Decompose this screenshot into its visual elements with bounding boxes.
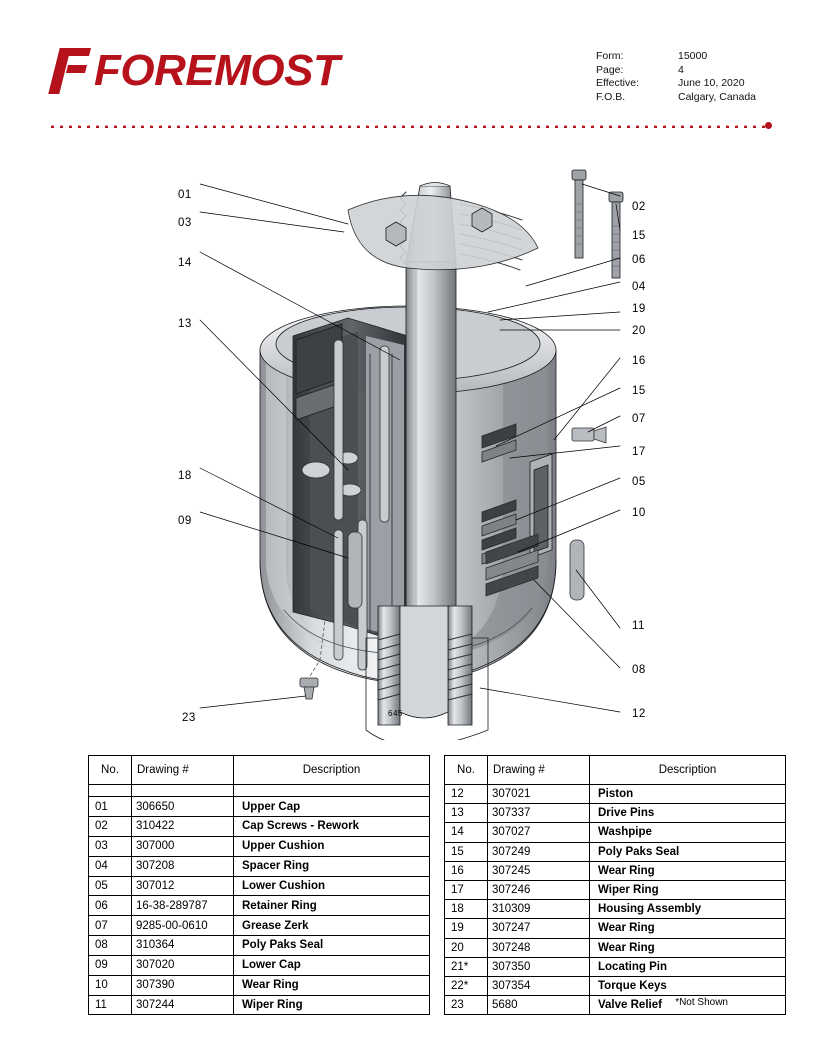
cell-desc: Wear Ring bbox=[234, 975, 430, 995]
table-row bbox=[445, 842, 786, 861]
foremost-logo-mark-icon bbox=[52, 48, 92, 94]
cell-desc: Poly Paks Seal bbox=[590, 842, 786, 861]
table-row bbox=[89, 797, 430, 817]
cell-dwg: 307247 bbox=[488, 919, 590, 938]
parts-table-left bbox=[88, 755, 430, 1015]
table-row bbox=[445, 804, 786, 823]
callout-12: 12 bbox=[632, 708, 646, 720]
cell-dwg: 307208 bbox=[132, 856, 234, 876]
callout-19: 19 bbox=[632, 303, 646, 315]
table-row bbox=[445, 938, 786, 957]
footnote-not-shown: *Not Shown bbox=[675, 997, 728, 1008]
cell-dwg: 307000 bbox=[132, 837, 234, 857]
cell-no: 05 bbox=[89, 876, 132, 896]
callout-05: 05 bbox=[632, 476, 646, 488]
cell-desc: Piston bbox=[590, 785, 786, 804]
table-row bbox=[445, 977, 786, 996]
table-row bbox=[445, 823, 786, 842]
cell-dwg: 307337 bbox=[488, 804, 590, 823]
meta-label-fob: F.O.B. bbox=[596, 90, 626, 103]
header-divider bbox=[48, 122, 770, 128]
table-row bbox=[89, 856, 430, 876]
meta-value-form: 15000 bbox=[678, 50, 708, 62]
meta-row-effective bbox=[596, 77, 756, 91]
document-meta bbox=[596, 50, 756, 104]
cell-no: 07 bbox=[89, 916, 132, 936]
assembly-drawing-svg bbox=[48, 140, 770, 740]
header-no: No. bbox=[89, 756, 132, 785]
cell-no: 12 bbox=[445, 785, 488, 804]
cell-desc: Washpipe bbox=[590, 823, 786, 842]
cell-no: 03 bbox=[89, 837, 132, 857]
table-row bbox=[89, 936, 430, 956]
cell-desc: Wear Ring bbox=[590, 919, 786, 938]
foremost-logo-text: FOREMOST bbox=[94, 46, 340, 95]
cell-dwg: 9285-00-0610 bbox=[132, 916, 234, 936]
table-row bbox=[89, 916, 430, 936]
parts-table-right bbox=[444, 755, 786, 1015]
cell-no: 08 bbox=[89, 936, 132, 956]
cell-no: 13 bbox=[445, 804, 488, 823]
callout-10: 10 bbox=[632, 507, 646, 519]
cell-desc: Wear Ring bbox=[590, 938, 786, 957]
cell-desc: Housing Assembly bbox=[590, 900, 786, 919]
meta-value-page: 4 bbox=[678, 63, 684, 76]
callout-07: 07 bbox=[632, 413, 646, 425]
cell-desc: Wear Ring bbox=[590, 861, 786, 880]
callout-13: 13 bbox=[178, 318, 192, 330]
table-header-row bbox=[445, 756, 786, 785]
cell-dwg: 307020 bbox=[132, 955, 234, 975]
cell-no: 02 bbox=[89, 817, 132, 837]
meta-label-effective: Effective: bbox=[596, 77, 639, 89]
cell-dwg: 307350 bbox=[488, 957, 590, 976]
meta-value-fob: Calgary, Canada bbox=[678, 90, 757, 103]
table-row bbox=[89, 837, 430, 857]
cell-dwg: 307249 bbox=[488, 842, 590, 861]
table-row bbox=[445, 861, 786, 880]
cell-no: 11 bbox=[89, 995, 132, 1015]
cell-desc: Spacer Ring bbox=[234, 856, 430, 876]
cell-no: 23 bbox=[445, 996, 488, 1015]
callout-02: 02 bbox=[632, 201, 646, 213]
callout-11: 11 bbox=[632, 620, 645, 632]
table-row bbox=[89, 975, 430, 995]
callout-01: 01 bbox=[178, 189, 192, 201]
cell-no: 10 bbox=[89, 975, 132, 995]
cell-dwg: 307246 bbox=[488, 881, 590, 900]
header-drawing: Drawing # bbox=[488, 756, 590, 785]
callout-15-mid: 15 bbox=[632, 385, 646, 397]
header-desc: Description bbox=[590, 756, 786, 785]
callout-03: 03 bbox=[178, 217, 192, 229]
cell-no: 18 bbox=[445, 900, 488, 919]
cell-dwg: 307354 bbox=[488, 977, 590, 996]
cell-desc: Poly Paks Seal bbox=[234, 936, 430, 956]
callout-14: 14 bbox=[178, 257, 192, 269]
cell-desc: Drive Pins bbox=[590, 804, 786, 823]
callout-17: 17 bbox=[632, 446, 646, 458]
meta-row-form bbox=[596, 50, 756, 64]
table-row bbox=[89, 817, 430, 837]
cell-dwg: 310309 bbox=[488, 900, 590, 919]
cell-no: 22* bbox=[445, 977, 488, 996]
cell-no: 19 bbox=[445, 919, 488, 938]
cell-desc: Wiper Ring bbox=[590, 881, 786, 900]
meta-row-page bbox=[596, 64, 756, 78]
cell-desc: Retainer Ring bbox=[234, 896, 430, 916]
cell-dwg: 310422 bbox=[132, 817, 234, 837]
callout-04: 04 bbox=[632, 281, 646, 293]
cell-dwg: 5680 bbox=[488, 996, 590, 1015]
exploded-assembly-illustration bbox=[48, 140, 770, 740]
callout-16: 16 bbox=[632, 355, 646, 367]
cell-no: 09 bbox=[89, 955, 132, 975]
header-desc: Description bbox=[234, 756, 430, 785]
cell-dwg: 306650 bbox=[132, 797, 234, 817]
cell-desc: Grease Zerk bbox=[234, 916, 430, 936]
meta-label-page: Page: bbox=[596, 63, 624, 76]
cell-dwg: 307021 bbox=[488, 785, 590, 804]
cell-dwg: 307390 bbox=[132, 975, 234, 995]
table-row bbox=[445, 900, 786, 919]
meta-label-form: Form: bbox=[596, 50, 624, 62]
callout-20: 20 bbox=[632, 325, 646, 337]
cell-desc: Torque Keys bbox=[590, 977, 786, 996]
cell-no: 17 bbox=[445, 881, 488, 900]
cell-dwg: 307027 bbox=[488, 823, 590, 842]
cell-dwg: 307012 bbox=[132, 876, 234, 896]
callout-06: 06 bbox=[632, 254, 646, 266]
table-row bbox=[89, 955, 430, 975]
callout-08: 08 bbox=[632, 664, 646, 676]
table-row bbox=[445, 881, 786, 900]
header-no: No. bbox=[445, 756, 488, 785]
cell-no: 21* bbox=[445, 957, 488, 976]
cell-desc: Lower Cap bbox=[234, 955, 430, 975]
meta-value-effective: June 10, 2020 bbox=[678, 77, 745, 89]
cell-dwg: 310364 bbox=[132, 936, 234, 956]
cell-desc: Upper Cap bbox=[234, 797, 430, 817]
parts-tables bbox=[88, 755, 728, 1015]
cell-desc: Locating Pin bbox=[590, 957, 786, 976]
cell-desc: Upper Cushion bbox=[234, 837, 430, 857]
table-row bbox=[445, 785, 786, 804]
cell-desc: Cap Screws - Rework bbox=[234, 817, 430, 837]
callout-23: 23 bbox=[182, 712, 196, 724]
header-drawing: Drawing # bbox=[132, 756, 234, 785]
cell-no: 01 bbox=[89, 797, 132, 817]
table-spacer-row bbox=[89, 785, 430, 797]
callout-18: 18 bbox=[178, 470, 192, 482]
cell-no: 15 bbox=[445, 842, 488, 861]
cell-no: 06 bbox=[89, 896, 132, 916]
table-row bbox=[445, 957, 786, 976]
cell-dwg: 16-38-289787 bbox=[132, 896, 234, 916]
cell-no: 20 bbox=[445, 938, 488, 957]
foremost-logo bbox=[52, 48, 339, 94]
cell-no: 14 bbox=[445, 823, 488, 842]
cell-desc: Wiper Ring bbox=[234, 995, 430, 1015]
callout-09: 09 bbox=[178, 515, 192, 527]
cell-dwg: 307248 bbox=[488, 938, 590, 957]
cell-desc: Lower Cushion bbox=[234, 876, 430, 896]
cell-no: 16 bbox=[445, 861, 488, 880]
table-row bbox=[89, 896, 430, 916]
drawing-number-stamp: 645 bbox=[388, 709, 403, 718]
page-header bbox=[0, 42, 816, 122]
cell-no: 04 bbox=[89, 856, 132, 876]
table-row bbox=[89, 876, 430, 896]
table-row bbox=[445, 919, 786, 938]
table-header-row bbox=[89, 756, 430, 785]
callout-15-top: 15 bbox=[632, 230, 646, 242]
cell-desc: Valve Relief bbox=[590, 996, 786, 1015]
meta-row-fob bbox=[596, 91, 756, 105]
cell-dwg: 307245 bbox=[488, 861, 590, 880]
cell-dwg: 307244 bbox=[132, 995, 234, 1015]
divider-endcap bbox=[765, 122, 772, 129]
